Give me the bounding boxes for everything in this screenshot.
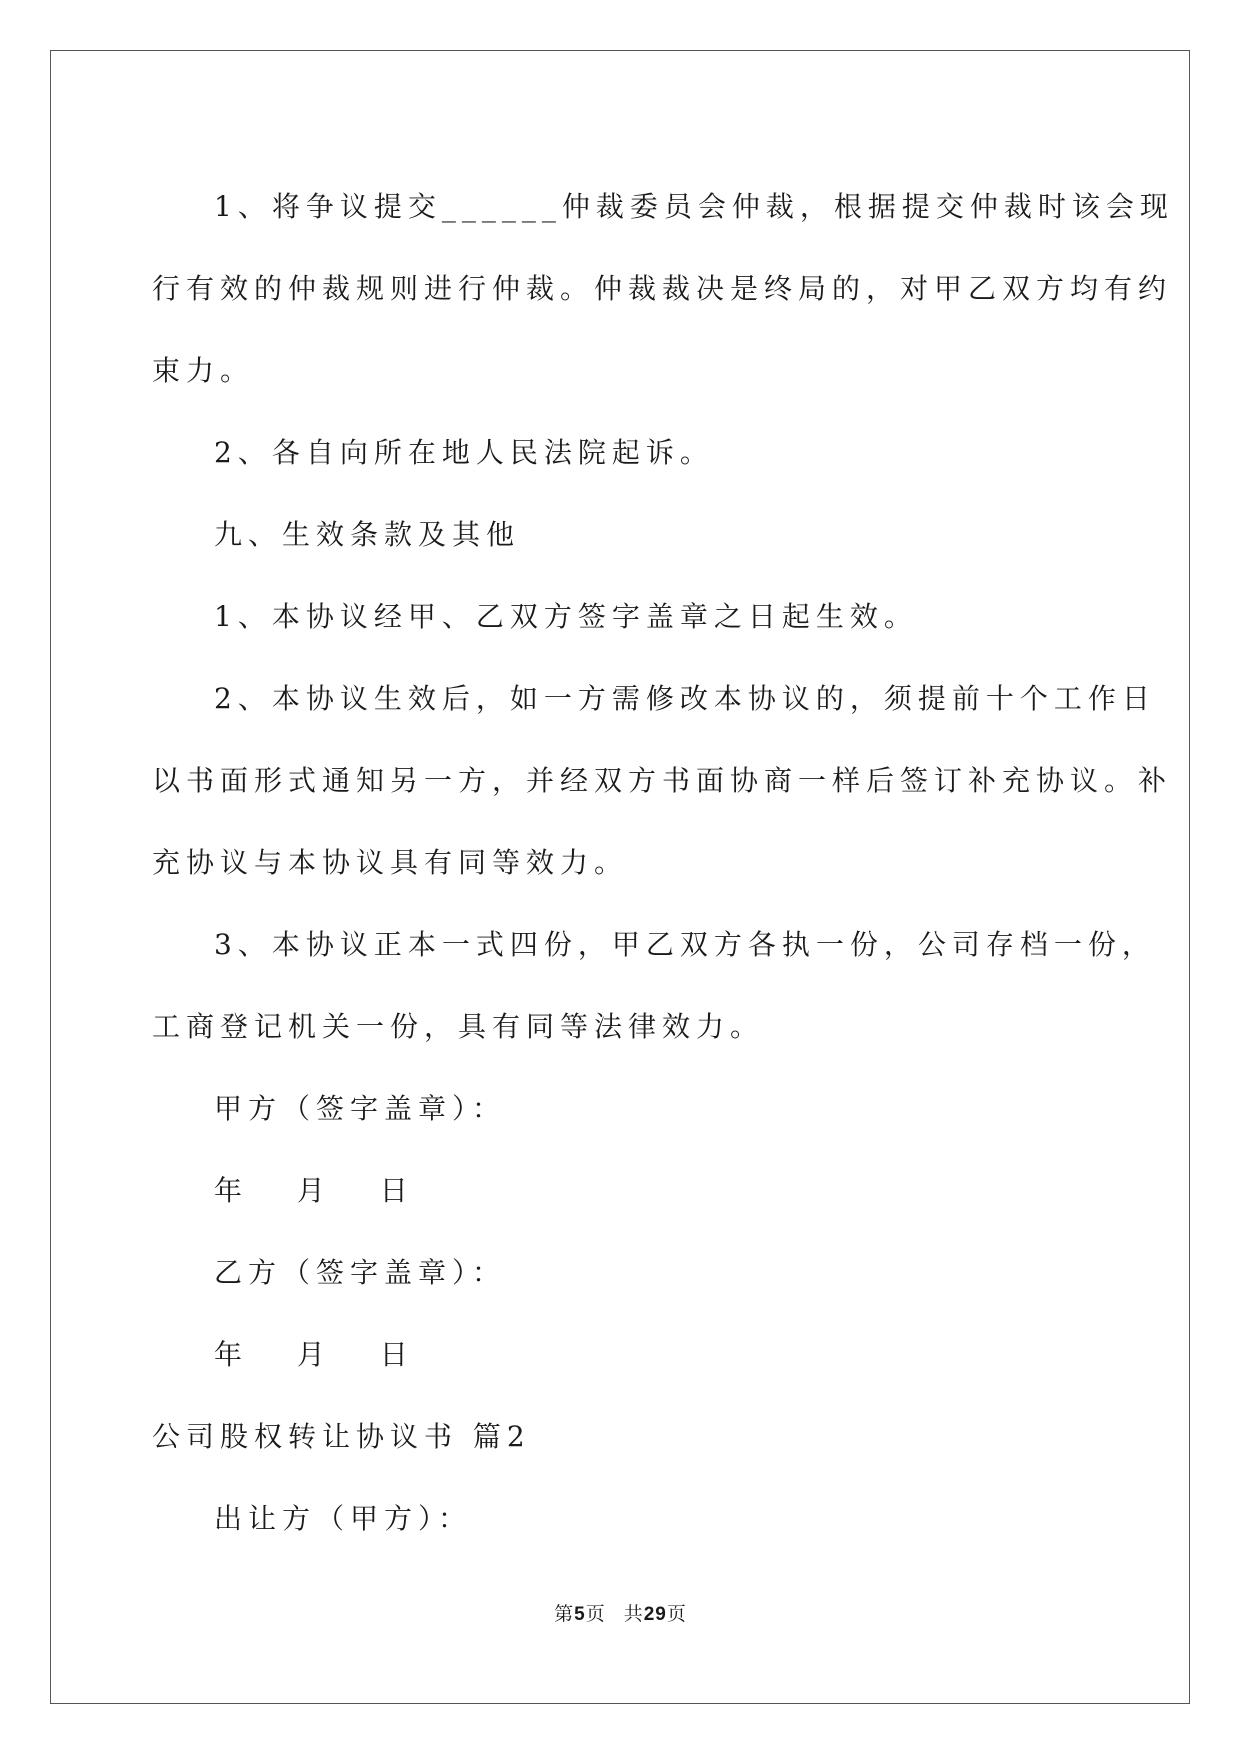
paragraph: 2、本协议生效后，如一方需修改本协议的，须提前十个工作日 — [214, 682, 1156, 715]
paragraph: 充协议与本协议具有同等效力。 — [152, 846, 629, 879]
paragraph: 2、各自向所在地人民法院起诉。 — [214, 436, 714, 469]
paragraph: 束力。 — [152, 354, 255, 387]
date-line: 年 月 日 — [214, 1338, 414, 1371]
paragraph: 工商登记机关一份，具有同等法律效力。 — [152, 1010, 765, 1043]
signature-label-party-a: 甲方（签字盖章）： — [214, 1092, 507, 1125]
paragraph: 行有效的仲裁规则进行仲裁。仲裁裁决是终局的，对甲乙双方均有约 — [152, 272, 1173, 305]
section-heading: 九、生效条款及其他 — [214, 518, 521, 551]
page-number: 5 — [574, 1604, 586, 1625]
document-title: 公司股权转让协议书 篇2 — [152, 1420, 531, 1453]
page-prefix: 第 — [554, 1603, 575, 1625]
total-pages: 29 — [643, 1604, 667, 1625]
paragraph: 1、将争议提交______仲裁委员会仲裁，根据提交仲裁时该会现 — [214, 190, 1174, 223]
page-suffix: 页 — [585, 1603, 606, 1625]
date-line: 年 月 日 — [214, 1174, 414, 1207]
total-suffix: 页 — [666, 1603, 687, 1625]
total-prefix: 共 — [623, 1603, 644, 1625]
page-footer — [0, 1599, 1241, 1626]
paragraph: 以书面形式通知另一方，并经双方书面协商一样后签订补充协议。补 — [152, 764, 1173, 797]
paragraph: 出让方（甲方）： — [214, 1502, 473, 1535]
signature-label-party-b: 乙方（签字盖章）： — [214, 1256, 507, 1289]
paragraph: 1、本协议经甲、乙双方签字盖章之日起生效。 — [214, 600, 918, 633]
document-body — [152, 166, 1174, 1560]
paragraph: 3、本协议正本一式四份，甲乙双方各执一份，公司存档一份， — [214, 928, 1156, 961]
